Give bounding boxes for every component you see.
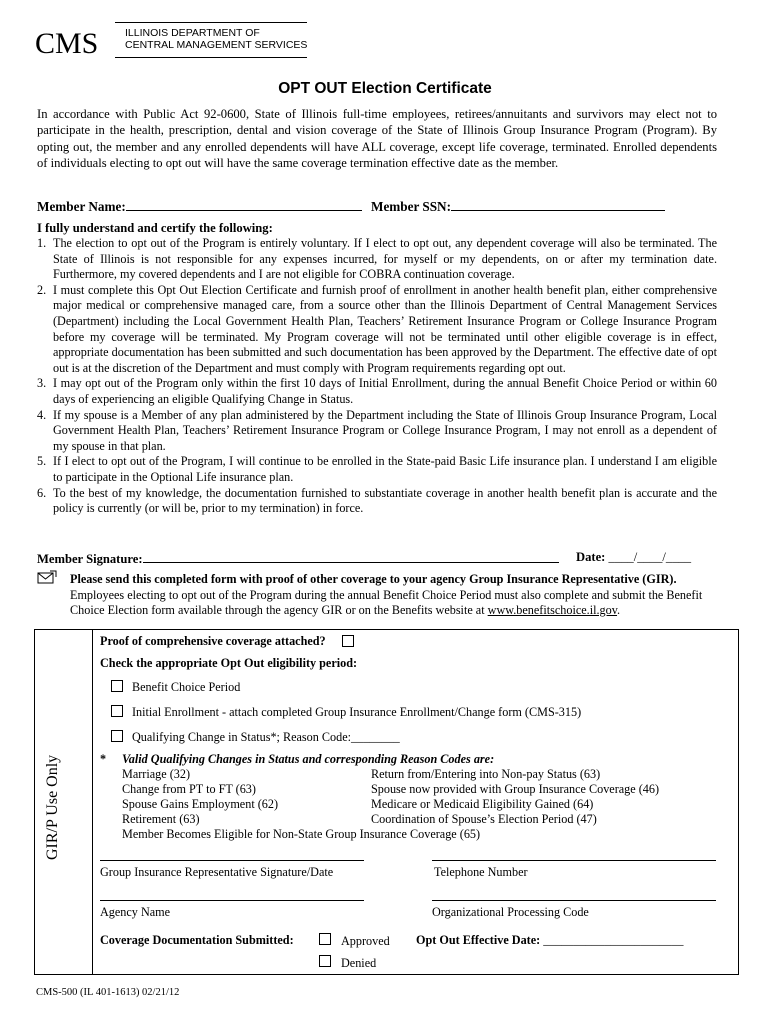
effective-date-blank[interactable]: _______________________ [543,933,684,947]
proof-coverage-checkbox[interactable] [342,635,354,647]
date-label: Date: [576,550,606,564]
header-bottom-rule [115,57,307,58]
item-text: The election to opt out of the Program is entirely voluntary. If I elect to opt out, any dependent coverage will also be terminated. The State of Illinois is not responsible for any expenses incurred, for myself or my dependents, on or after my termination date. Furthermore, my covered dependents and I are not eligible for COBRA continuation coverage. [53,236,717,282]
list-item [37,454,717,485]
member-signature-field[interactable] [37,550,559,567]
qc-reason: Change from PT to FT (63) [122,782,256,796]
item-number: 3. [37,376,47,391]
approved-checkbox[interactable] [319,933,331,945]
qc-reason: Member Becomes Eligible for Non-State Group Insurance Coverage (65) [122,827,481,841]
asterisk: * [100,752,107,766]
qc-reason: Return from/Entering into Non-pay Status (63) [371,767,601,781]
gir-box-divider [92,629,93,975]
date-blank[interactable]: ____/____/____ [608,550,692,564]
member-name-field[interactable] [37,198,362,215]
member-name-label: Member Name: [37,199,126,214]
note-end: . [617,603,621,618]
effective-date-label: Opt Out Effective Date: [416,933,541,947]
dept-line-2: CENTRAL MANAGEMENT SERVICES [125,39,308,51]
qc-reason: Spouse Gains Employment (62) [122,797,279,811]
org-code-line[interactable] [432,900,716,901]
item-text: If I elect to opt out of the Program, I will continue to be enrolled in the State-paid Basic Life insurance plan. I understand I am eligible to participate in the Optional Life insurance plan. [53,454,717,484]
eligibility-period-label: Check the appropriate Opt Out eligibility period: [100,656,358,670]
qc-reason: Spouse now provided with Group Insurance Coverage (46) [371,782,660,796]
telephone-label: Telephone Number [434,865,528,879]
submission-note [70,572,720,619]
intro-paragraph: In accordance with Public Act 92-0600, State of Illinois full-time employees, retirees/annuitants and survivors may elect not to participate in the health, prescription, dental and vision coverage of the State of Illinois Group Insurance Program (Program). By opting out, the member and any enrolled dependents will have ALL coverage, except life coverage, terminated. Enrolled dependents of individuals electing to opt out will have the same coverage termination effective date as the member. [37,107,717,171]
note-bold-end: . [673,572,677,586]
form-number: CMS-500 (IL 401-1613) 02/21/12 [36,987,180,998]
qc-reason: Marriage (32) [122,767,191,781]
qualifying-change-checkbox[interactable] [111,730,123,742]
member-ssn-label: Member SSN: [371,199,451,214]
date-field[interactable] [576,550,691,565]
effective-date-field[interactable] [416,933,683,948]
item-number: 2. [37,282,47,297]
agency-name-label: Agency Name [100,905,171,919]
cms-logo: CMS [35,27,99,60]
member-ssn-blank[interactable] [451,198,665,211]
note-bold-text: Please send this completed form with proof of other coverage to your agency Group Insurance Representative (GIR) [70,572,674,586]
proof-coverage-label: Proof of comprehensive coverage attached? [100,634,326,648]
certify-heading: I fully understand and certify the following: [37,221,273,235]
department-name [125,27,307,51]
qc-reason: Retirement (63) [122,812,200,826]
list-item [37,283,717,377]
qc-right-column [371,767,659,827]
list-item [37,486,717,517]
item-text: I may opt out of the Program only within the first 10 days of Initial Enrollment, during the annual Benefit Choice Period or within 60 days of experiencing an eligible Qualifying Change in Status. [53,376,717,406]
dept-line-1: ILLINOIS DEPARTMENT OF [125,27,260,39]
benefit-choice-label: Benefit Choice Period [132,680,241,694]
member-signature-blank[interactable] [143,550,559,563]
approved-label: Approved [341,934,390,948]
gir-signature-label: Group Insurance Representative Signature/Date [100,865,334,879]
agency-name-line[interactable] [100,900,364,901]
member-name-blank[interactable] [126,198,362,211]
list-item [37,408,717,455]
note-text: Employees electing to opt out of the Program during the annual Benefit Choice Period must also complete and submit the Benefit Choice Election form available through the agency GIR or on the Benefits website at [70,587,703,618]
qualifying-change-label: Qualifying Change in Status*; Reason Code:________ [132,730,400,744]
list-item [37,236,717,283]
certification-list [37,236,717,517]
gir-side-label: GIR/P Use Only [44,754,61,860]
denied-label: Denied [341,956,377,970]
member-ssn-field[interactable] [371,198,665,215]
initial-enrollment-label: Initial Enrollment - attach completed Group Insurance Enrollment/Change form (CMS-315) [132,705,582,719]
form-title: OPT OUT Election Certificate [278,80,492,97]
item-text: I must complete this Opt Out Election Certificate and furnish proof of enrollment in another health benefit plan, either comprehensive major medical or comprehensive managed care, from a source other than the Illinois Department of Central Management Services (Department) including the Local Government Health Plan, Teachers’ Retirement Insurance Program or College Insurance Program before my coverage will be terminated. My Program coverage will not be terminated until other eligible coverage is in effect, appropriate documentation has been submitted and such documentation has been approved by the Department. The effective date of opt out is at the discretion of the Department and must comply with Program requirements regarding opt out. [53,282,717,375]
org-code-label: Organizational Processing Code [432,905,589,919]
qc-reason: Coordination of Spouse’s Election Period (47) [371,812,597,826]
item-number: 5. [37,454,47,469]
benefit-choice-checkbox[interactable] [111,680,123,692]
gir-signature-line[interactable] [100,860,364,861]
item-text: If my spouse is a Member of any plan administered by the Department including the State of Illinois Group Insurance Program, Local Government Health Plan, Teachers’ Retirement Insurance Program or College Insurance Program, I may not enroll as a dependent of my spouse in that plan. [53,407,717,453]
item-text: To the best of my knowledge, the documentation furnished to substantiate coverage in another health benefit plan is accurate and the policy is currently (or will be, prior to my termination) in force. [53,485,717,516]
member-signature-label: Member Signature: [37,552,143,566]
qc-reason: Medicare or Medicaid Eligibility Gained (64) [371,797,594,811]
item-number: 1. [37,236,47,250]
header-top-rule [115,22,307,23]
benefits-website-link[interactable]: www.benefitschoice.il.gov [487,603,618,618]
list-item [37,376,717,407]
item-number: 6. [37,485,47,500]
initial-enrollment-checkbox[interactable] [111,705,123,717]
denied-checkbox[interactable] [319,955,331,967]
envelope-icon [37,570,57,584]
item-number: 4. [37,407,47,422]
qc-heading: Valid Qualifying Changes in Status and corresponding Reason Codes are: [122,752,495,766]
telephone-line[interactable] [432,860,716,861]
coverage-doc-label: Coverage Documentation Submitted: [100,933,294,947]
